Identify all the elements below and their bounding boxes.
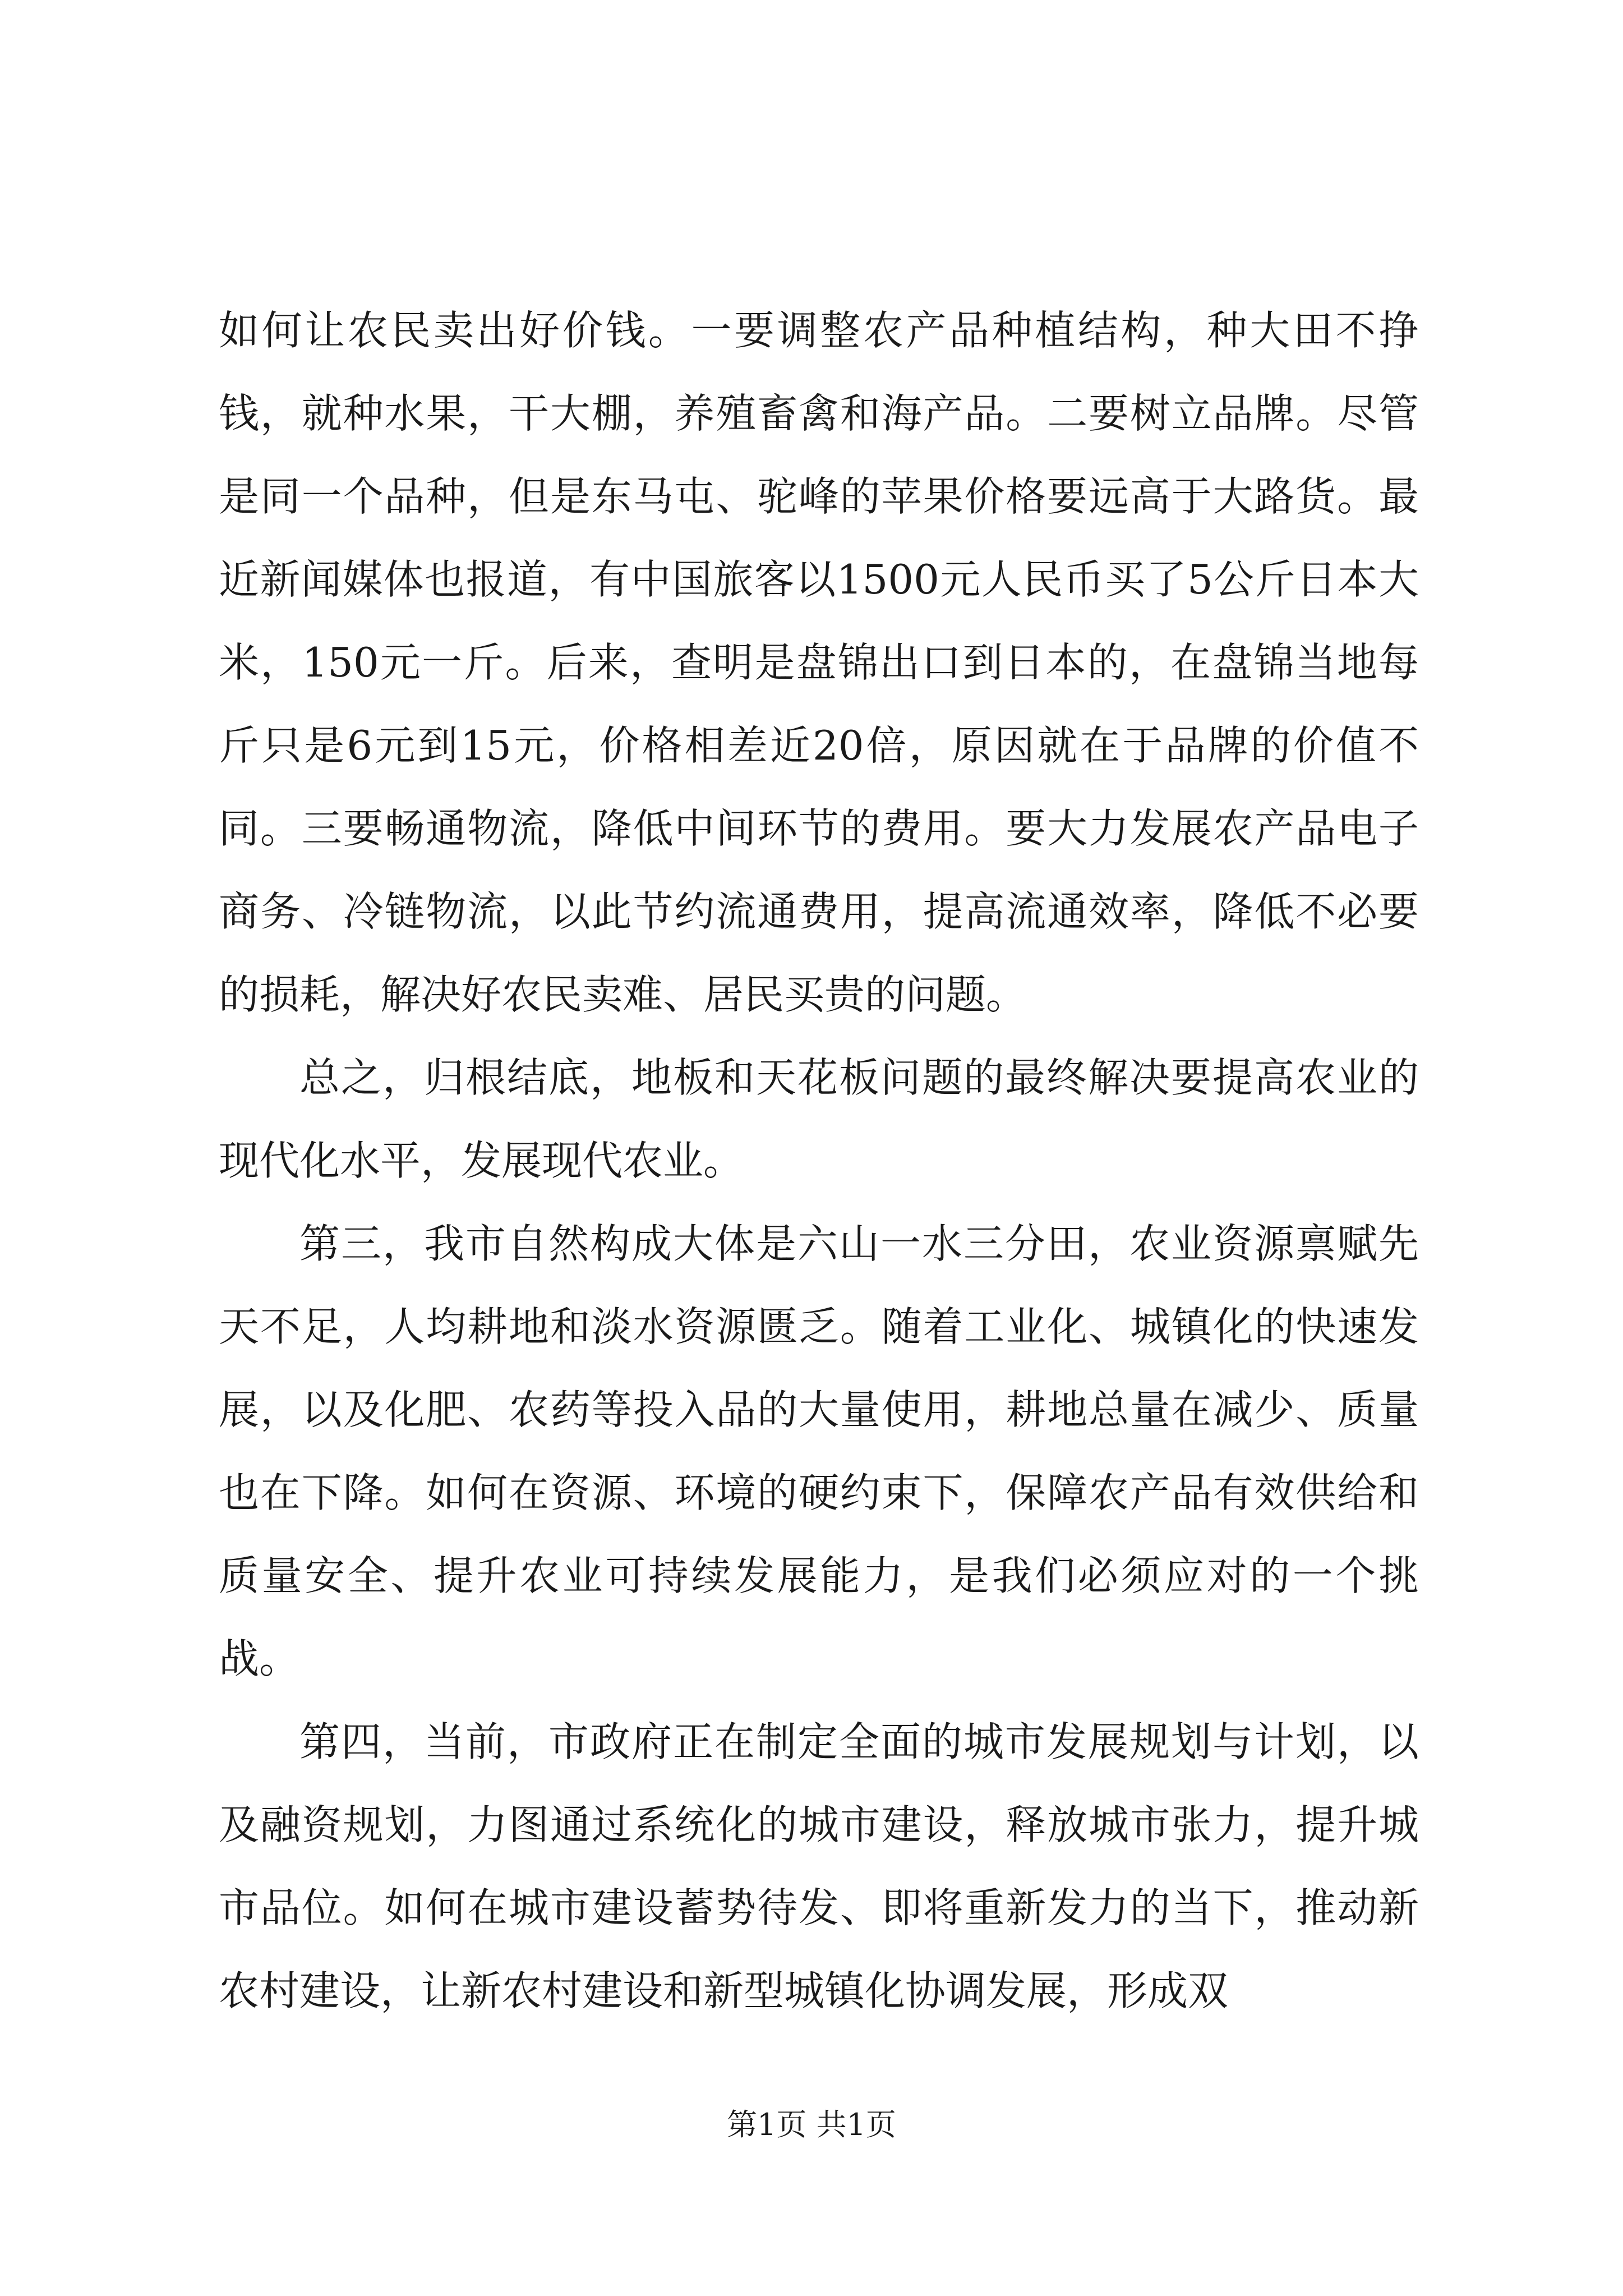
page-footer: 第1页 共1页	[727, 2107, 896, 2142]
paragraph-1: 如何让农民卖出好价钱。一要调整农产品种植结构，种大田不挣钱，就种水果，干大棚，养殖畜禽和海产品。二要树立品牌。尽管是同一个品种，但是东马屯、驼峰的苹果价格要远高于大路货。最近新闻媒体也报道，有中国旅客以1500元人民币买了5公斤日本大米，150元一斤。后来，查明是盘锦出口到日本的，在盘锦当地每斤只是6元到15元，价格相差近20倍，原因就在于品牌的价值不同。三要畅通物流，降低中间环节的费用。要大力发展农产品电子商务、冷链物流，以此节约流通费用，提高流通效率，降低不必要的损耗，解决好农民卖难、居民买贵的问题。	[219, 307, 1419, 1018]
paragraph-3: 第三，我市自然构成大体是六山一水三分田，农业资源禀赋先天不足，人均耕地和淡水资源匮乏。随着工业化、城镇化的快速发展，以及化肥、农药等投入品的大量使用，耕地总量在减少、质量也在下降。如何在资源、环境的硬约束下，保障农产品有效供给和质量安全、提升农业可持续发展能力，是我们必须应对的一个挑战。	[219, 1220, 1419, 1682]
paragraph-4: 第四，当前，市政府正在制定全面的城市发展规划与计划，以及融资规划，力图通过系统化的城市建设，释放城市张力，提升城市品位。如何在城市建设蓄势待发、即将重新发力的当下，推动新农村建设，让新农村建设和新型城镇化协调发展，形成双	[219, 1718, 1419, 2014]
paragraph-2: 总之，归根结底，地板和天花板问题的最终解决要提高农业的现代化水平，发展现代农业。	[219, 1054, 1419, 1184]
document-body	[219, 289, 1419, 2032]
